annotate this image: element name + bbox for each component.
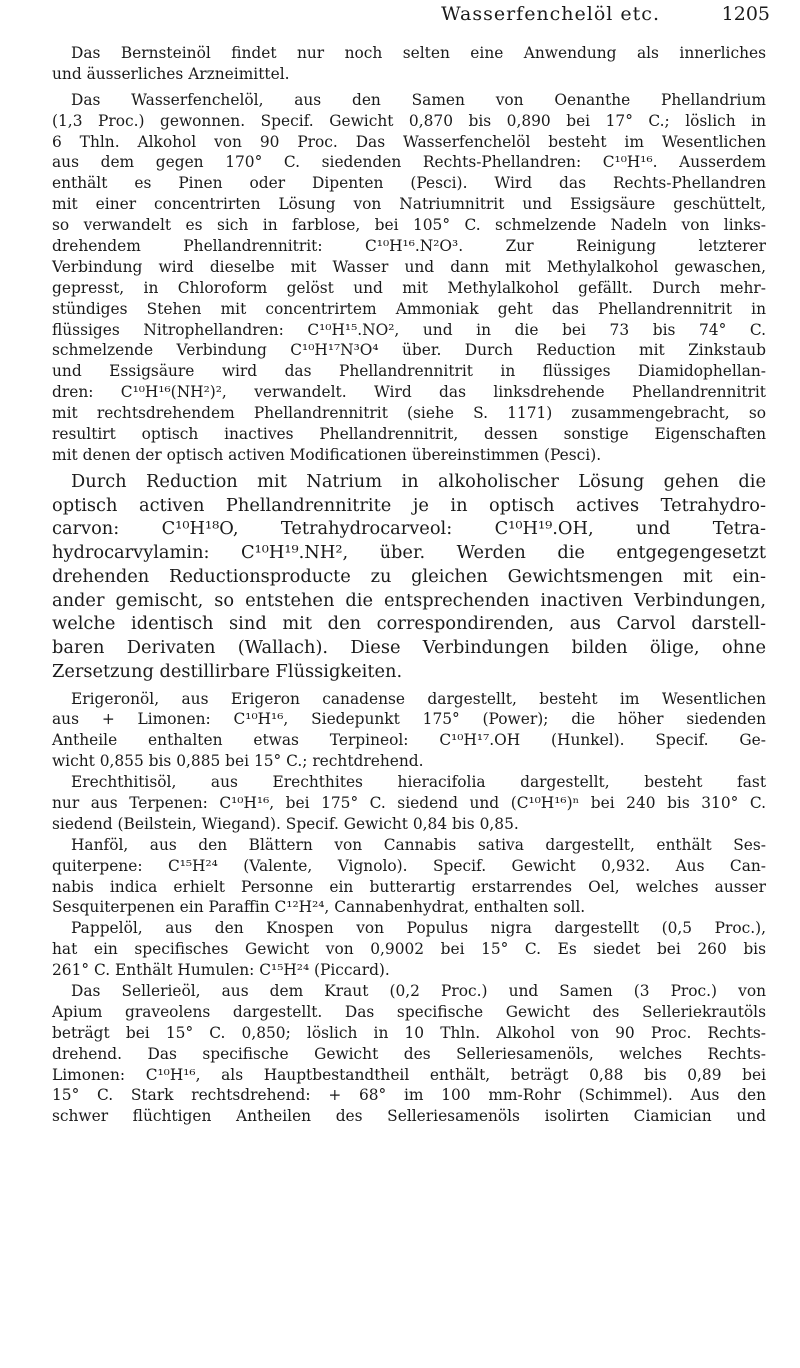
text-line: Limonen: C¹⁰H¹⁶, als Hauptbestandtheil enthält, beträgt 0,88 bis 0,89 bei	[52, 1065, 766, 1084]
paragraph-wasserfenchel	[52, 90, 766, 466]
text-line: drehend. Das specifische Gewicht des Selleriesamenöls, welches Rechts-	[52, 1044, 766, 1063]
text-line: Antheile enthalten etwas Terpineol: C¹⁰H¹⁷.OH (Hunkel). Specif. Ge-	[52, 731, 766, 750]
paragraph-pappeloel	[52, 918, 766, 981]
body-text	[52, 43, 766, 1127]
text-line: hat ein specifisches Gewicht von 0,9002 bei 15° C. Es siedet bei 260 bis	[52, 940, 766, 959]
text-line: enthält es Pinen oder Dipenten (Pesci). Wird das Rechts-Phellandren	[52, 174, 766, 193]
text-line: schmelzende Verbindung C¹⁰H¹⁷N³O⁴ über. Durch Reduction mit Zinkstaub	[52, 341, 766, 360]
text-line: gepresst, in Chloroform gelöst und mit Methylalkohol gefällt. Durch mehr-	[52, 278, 766, 297]
text-line: Pappelöl, aus den Knospen von Populus nigra dargestellt (0,5 Proc.),	[71, 919, 766, 938]
text-line: mit denen der optisch activen Modificationen übereinstimmen (Pesci).	[52, 445, 602, 464]
text-line: Hanföl, aus den Blättern von Cannabis sativa dargestellt, enthält Ses-	[71, 835, 766, 854]
text-line: Das Sellerieöl, aus dem Kraut (0,2 Proc.) und Samen (3 Proc.) von	[71, 982, 766, 1001]
text-line: resultirt optisch inactives Phellandrennitrit, dessen sonstige Eigenschaften	[52, 425, 766, 444]
text-line: baren Derivaten (Wallach). Diese Verbindungen bilden ölige, ohne	[52, 637, 766, 659]
text-line: flüssiges Nitrophellandren: C¹⁰H¹⁵.NO², und in die bei 73 bis 74° C.	[52, 320, 766, 339]
text-line: aus + Limonen: C¹⁰H¹⁶, Siedepunkt 175° (Power); die höher siedenden	[52, 710, 766, 729]
text-line: Sesquiterpenen ein Paraffin C¹²H²⁴, Cannabenhydrat, enthalten soll.	[52, 898, 586, 917]
text-line: wicht 0,855 bis 0,885 bei 15° C.; rechtdrehend.	[52, 752, 424, 771]
text-line: drehendem Phellandrennitrit: C¹⁰H¹⁶.N²O³. Zur Reinigung letzterer	[52, 237, 766, 256]
paragraph-sellerieoel	[52, 981, 766, 1127]
text-line: aus dem gegen 170° C. siedenden Rechts-Phellandren: C¹⁰H¹⁶. Ausserdem	[52, 153, 766, 172]
text-line: (1,3 Proc.) gewonnen. Specif. Gewicht 0,870 bis 0,890 bei 17° C.; löslich in	[52, 111, 766, 130]
text-line: quiterpene: C¹⁵H²⁴ (Valente, Vignolo). Specif. Gewicht 0,932. Aus Can-	[52, 856, 766, 875]
text-line: so verwandelt es sich in farblose, bei 105° C. schmelzende Nadeln von links-	[52, 216, 766, 235]
text-line: und äusserliches Arzneimittel.	[52, 64, 290, 83]
text-line: optisch activen Phellandrennitrite je in optisch actives Tetrahydro-	[52, 494, 766, 516]
paragraph-reduction	[52, 470, 766, 684]
text-line: Das Wasserfenchelöl, aus den Samen von Oenanthe Phellandrium	[71, 90, 766, 109]
text-line: carvon: C¹⁰H¹⁸O, Tetrahydrocarveol: C¹⁰H¹⁹.OH, und Tetra-	[52, 518, 766, 540]
text-line: stündiges Stehen mit concentrirtem Ammoniak geht das Phellandrennitrit in	[52, 299, 766, 318]
text-line: drehenden Reductionsproducte zu gleichen Gewichtsmengen mit ein-	[52, 565, 766, 587]
paragraph-bernsteinoel	[52, 43, 766, 85]
running-title: Wasserfenchelöl etc.	[441, 3, 660, 25]
text-line: Verbindung wird dieselbe mit Wasser und dann mit Methylalkohol gewaschen,	[52, 257, 766, 276]
text-line: 6 Thln. Alkohol von 90 Proc. Das Wasserfenchelöl besteht im Wesentlichen	[52, 132, 766, 151]
text-line: dren: C¹⁰H¹⁶(NH²)², verwandelt. Wird das linksdrehende Phellandrennitrit	[52, 383, 766, 402]
text-line: ander gemischt, so entstehen die entsprechenden inactiven Verbindungen,	[52, 589, 766, 611]
text-line: nabis indica erhielt Personne ein butterartig erstarrendes Oel, welches ausser	[52, 877, 766, 896]
text-line: mit einer concentrirten Lösung von Natriumnitrit und Essigsäure geschüttelt,	[52, 195, 766, 214]
page-number: 1205	[721, 3, 770, 25]
text-line: hydrocarvylamin: C¹⁰H¹⁹.NH², über. Werden die entgegengesetzt	[52, 542, 766, 564]
text-line: Apium graveolens dargestellt. Das specifische Gewicht des Selleriekrautöls	[52, 1002, 766, 1021]
text-line: schwer flüchtigen Antheilen des Selleriesamenöls isolirten Ciamician und	[52, 1107, 766, 1126]
text-line: Erigeronöl, aus Erigeron canadense dargestellt, besteht im Wesentlichen	[71, 689, 766, 708]
paragraph-erigeronoel	[52, 689, 766, 773]
text-line: Erechthitisöl, aus Erechthites hieracifolia dargestellt, besteht fast	[71, 773, 766, 792]
paragraph-hanfoel	[52, 835, 766, 919]
text-line: 261° C. Enthält Humulen: C¹⁵H²⁴ (Piccard).	[52, 961, 390, 980]
text-line: und Essigsäure wird das Phellandrennitrit in flüssiges Diamidophellan-	[52, 362, 766, 381]
text-line: beträgt bei 15° C. 0,850; löslich in 10 Thln. Alkohol von 90 Proc. Rechts-	[52, 1023, 766, 1042]
text-line: welche identisch sind mit den correspondirenden, aus Carvol darstell-	[52, 613, 766, 635]
text-line: mit rechtsdrehendem Phellandrennitrit (siehe S. 1171) zusammengebracht, so	[52, 404, 766, 423]
text-line: Das Bernsteinöl findet nur noch selten eine Anwendung als innerliches	[71, 44, 766, 62]
text-line: Zersetzung destillirbare Flüssigkeiten.	[52, 660, 403, 682]
text-line: siedend (Beilstein, Wiegand). Specif. Gewicht 0,84 bis 0,85.	[52, 814, 519, 833]
paragraph-erechthitisoel	[52, 772, 766, 835]
text-line: Durch Reduction mit Natrium in alkoholischer Lösung gehen die	[71, 470, 766, 492]
text-line: 15° C. Stark rechtsdrehend: + 68° im 100 mm-Rohr (Schimmel). Aus den	[52, 1086, 766, 1105]
running-head	[30, 3, 770, 31]
text-line: nur aus Terpenen: C¹⁰H¹⁶, bei 175° C. siedend und (C¹⁰H¹⁶)ⁿ bei 240 bis 310° C.	[52, 794, 766, 813]
